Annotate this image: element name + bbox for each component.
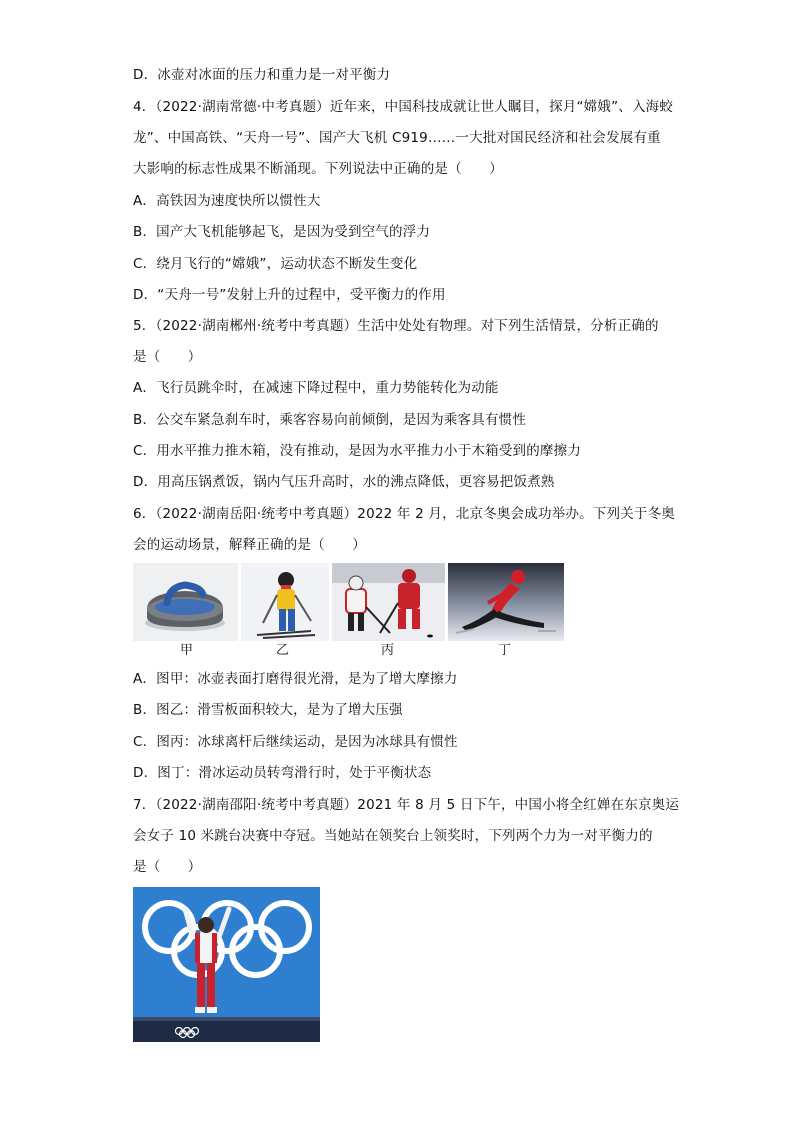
question-4-stem-line-2: 龙”、中国高铁、“天舟一号”、国产大飞机 C919……一大批对国民经济和社会发展有重	[133, 130, 661, 146]
option-5a: A．飞行员跳伞时，在减速下降过程中，重力势能转化为动能	[133, 380, 499, 396]
option-3d: D．冰壶对冰面的压力和重力是一对平衡力	[133, 67, 391, 83]
curling-stone-image	[133, 563, 238, 641]
question-4-stem-line-3: 大影响的标志性成果不断涌现。下列说法中正确的是（ ）	[133, 161, 503, 177]
question-5-stem-line-2: 是（ ）	[133, 349, 202, 365]
podium-athlete-image	[133, 887, 320, 1042]
option-4c: C．绕月飞行的“嫦娥”，运动状态不断发生变化	[133, 256, 418, 272]
question-5-stem-line-1: 5．（2022·湖南郴州·统考中考真题）生活中处处有物理。对下列生活情景，分析正确的	[133, 318, 659, 334]
caption-jia: 甲	[180, 643, 194, 658]
option-5b: B．公交车紧急刹车时，乘客容易向前倾倒，是因为乘客具有惯性	[133, 412, 527, 428]
caption-bing: 丙	[381, 643, 395, 658]
option-6a: A．图甲：冰壶表面打磨得很光滑，是为了增大摩擦力	[133, 671, 458, 687]
question-7-stem-line-3: 是（ ）	[133, 859, 202, 875]
caption-ding: 丁	[498, 643, 512, 658]
question-6-stem-line-2: 会的运动场景，解释正确的是（ ）	[133, 537, 366, 553]
question-7-stem-line-1: 7．（2022·湖南邵阳·统考中考真题）2021 年 8 月 5 日下午，中国小将全红婵在东京奥运	[133, 797, 680, 813]
ice-hockey-image	[332, 563, 445, 641]
speed-skater-image	[448, 563, 564, 641]
caption-yi: 乙	[276, 643, 290, 658]
option-6b: B．图乙：滑雪板面积较大，是为了增大压强	[133, 702, 403, 718]
option-4a: A．高铁因为速度快所以惯性大	[133, 193, 321, 209]
skier-image	[241, 563, 329, 641]
option-5c: C．用水平推力推木箱，没有推动，是因为水平推力小于木箱受到的摩擦力	[133, 443, 582, 459]
option-5d: D．用高压锅煮饭，锅内气压升高时，水的沸点降低，更容易把饭煮熟	[133, 474, 555, 490]
option-6c: C．图丙：冰球离杆后继续运动，是因为冰球具有惯性	[133, 734, 458, 750]
option-4d: D．“天舟一号”发射上升的过程中，受平衡力的作用	[133, 287, 446, 303]
question-4-stem-line-1: 4．（2022·湖南常德·中考真题）近年来，中国科技成就让世人瞩目，探月“嫦娥”、入海蛟	[133, 99, 674, 115]
option-6d: D．图丁：滑冰运动员转弯滑行时，处于平衡状态	[133, 765, 432, 781]
option-4b: B．国产大飞机能够起飞，是因为受到空气的浮力	[133, 224, 431, 240]
question-7-stem-line-2: 会女子 10 米跳台决赛中夺冠。当她站在领奖台上领奖时，下列两个力为一对平衡力的	[133, 828, 653, 844]
question-6-stem-line-1: 6．（2022·湖南岳阳·统考中考真题）2022 年 2 月，北京冬奥会成功举办。下列关于冬奥	[133, 506, 675, 522]
